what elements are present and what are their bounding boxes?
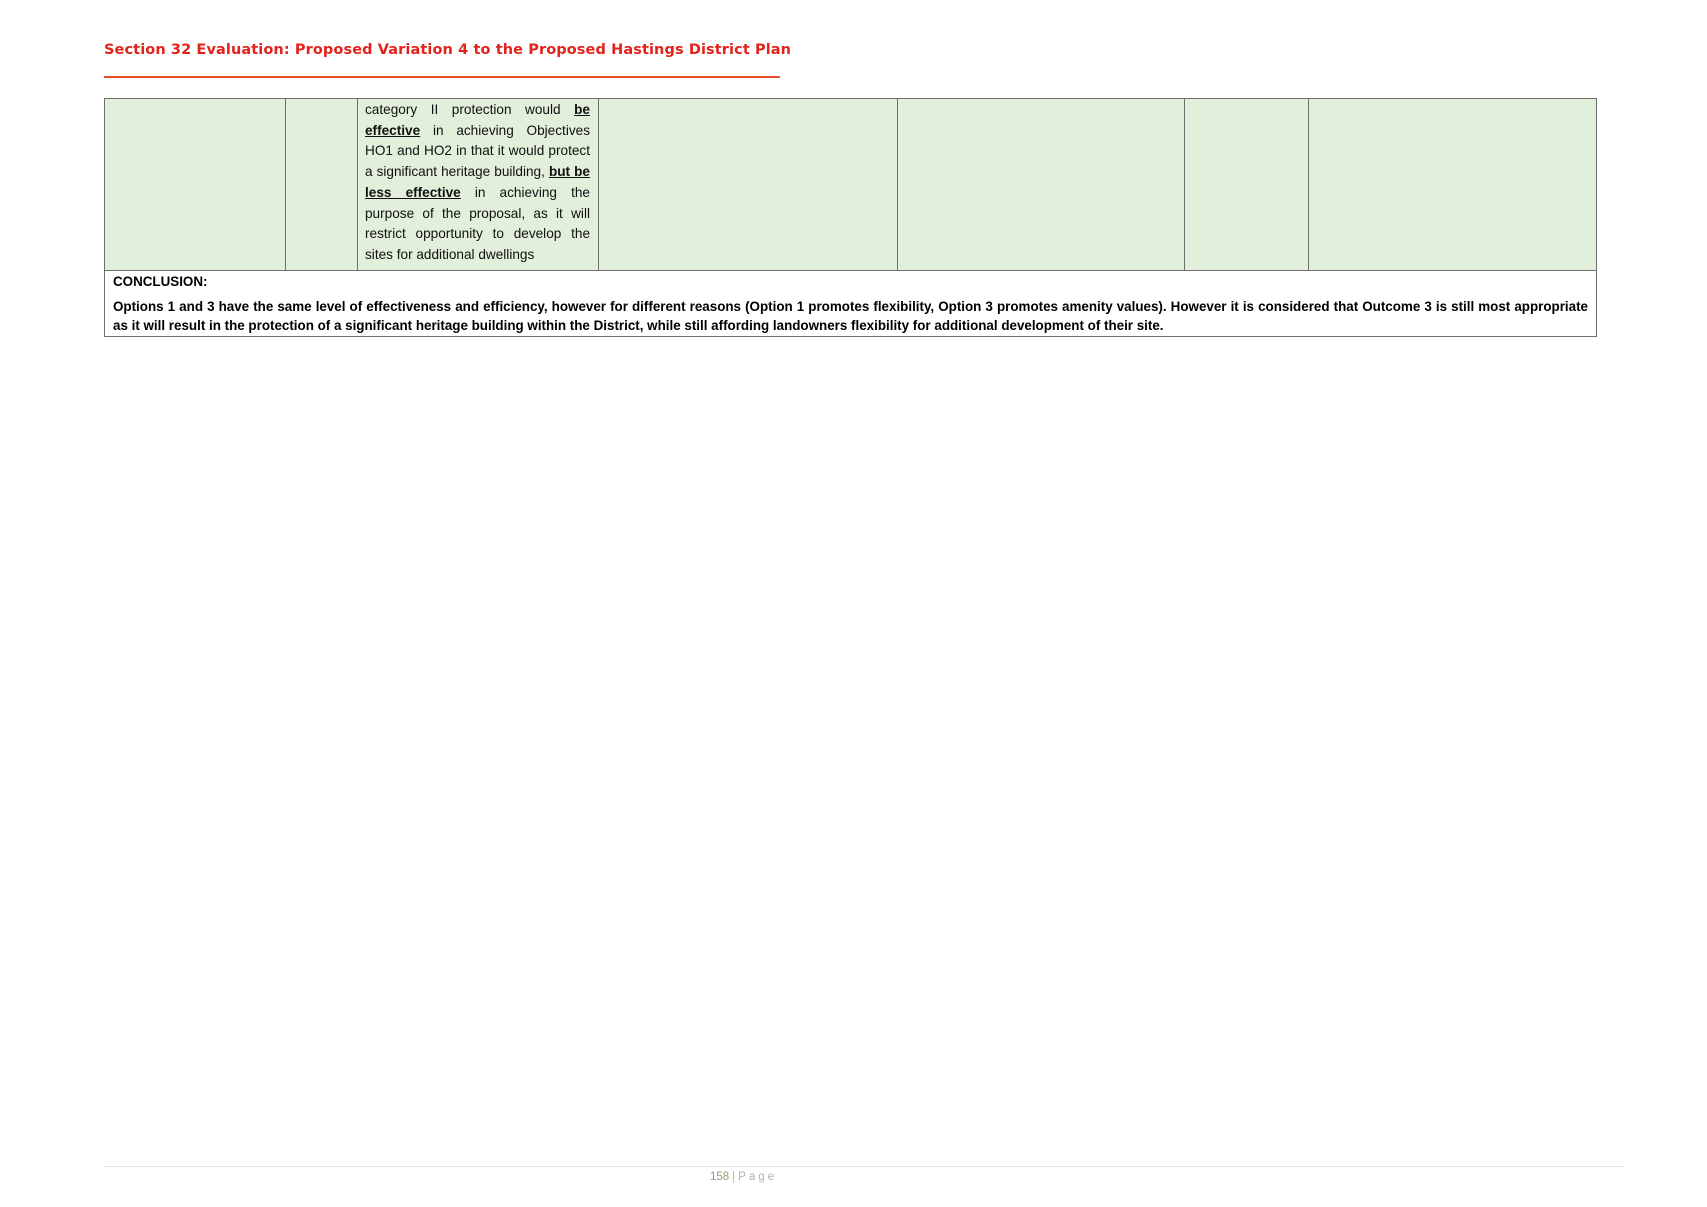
cell-text: category II protection would (365, 102, 575, 117)
cell-text: in achieving Objectives HO1 and HO2 in that it would protect a significant heritage building, (365, 122, 590, 180)
conclusion-row (105, 270, 1597, 336)
table-cell-risk (1309, 99, 1597, 271)
header-rule (104, 76, 780, 78)
emphasis-text: be effective (365, 102, 590, 138)
cell-text: in achieving the purpose of the proposal, as it will restrict opportunity to develop the sites for additional dwellings (365, 184, 590, 262)
effectiveness-cell (358, 99, 599, 271)
footer-rule (104, 1166, 1624, 1167)
document-header (104, 40, 792, 78)
table-cell-benefits (599, 99, 898, 271)
table-row (105, 99, 1597, 271)
table-cell-efficiency (1185, 99, 1309, 271)
conclusion-text: Options 1 and 3 have the same level of effectiveness and efficiency, however for different reasons (Option 1 promotes flexibility, Option 3 promotes amenity values). However it is considered that Outcome 3 is still most appropriate as it will result in the protection of a significant heritage building within the District, while still affording landowners flexibility for additional development of their site. (113, 298, 1588, 333)
footer-separator: | (732, 1171, 736, 1183)
page-footer (0, 1169, 1487, 1185)
evaluation-table (104, 98, 1597, 337)
table-cell-option (105, 99, 286, 271)
emphasis-text: but be less effective (365, 164, 590, 200)
table-cell-blank (286, 99, 358, 271)
conclusion-heading: CONCLUSION: (113, 273, 208, 289)
conclusion-cell (105, 270, 1597, 336)
table-cell-costs (898, 99, 1185, 271)
document-title: Section 32 Evaluation: Proposed Variation 4 to the Proposed Hastings District Plan (104, 42, 792, 58)
page-number: 158 (709, 1171, 730, 1183)
page-label: Page (738, 1171, 778, 1183)
